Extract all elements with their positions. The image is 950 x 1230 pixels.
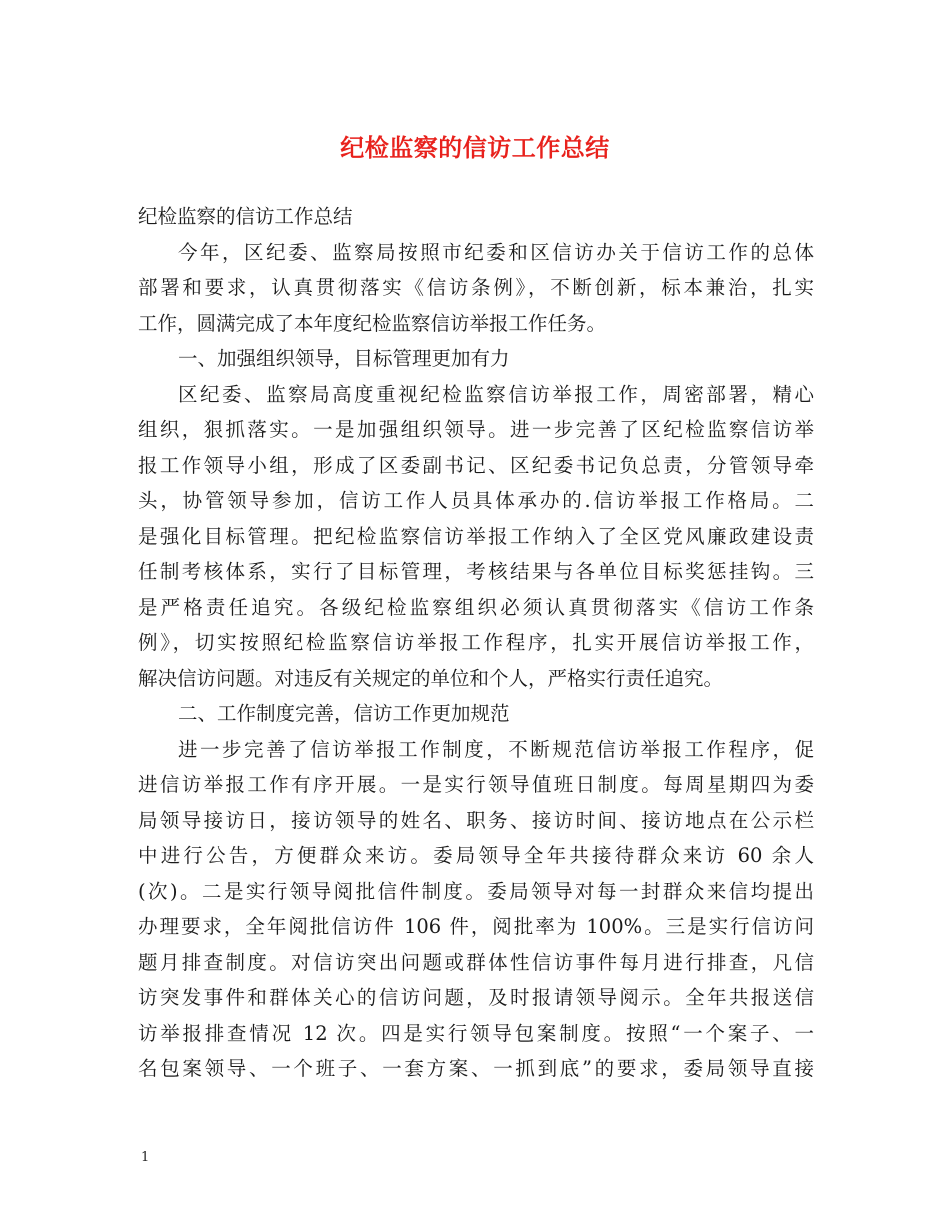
text-line: 解决信访问题。对违反有关规定的单位和个人，严格实行责任追究。 [138,666,724,690]
text-line: 部署和要求，认真贯彻落实《信访条例》，不断创新，标本兼治，扎实 [138,276,814,299]
text-line: 访突发事件和群体关心的信访问题，及时报请领导阅示。全年共报送信 [138,986,814,1009]
page-number: 1 [141,1150,150,1165]
text-line: 任制考核体系，实行了目标管理，考核结果与各单位目标奖惩挂钩。三 [138,560,814,583]
text-line: (次)。二是实行领导阅批信件制度。委局领导对每一封群众来信均提出 [138,879,814,903]
text-line: 纪检监察的信访工作总结 [138,205,353,228]
document-body [138,199,814,1087]
document-title: 纪检监察的信访工作总结 [340,134,610,162]
text-line: 进信访举报工作有序开展。一是实行领导值班日制度。每周星期四为委 [138,773,814,796]
text-line: 今年，区纪委、监察局按照市纪委和区信访办关于信访工作的总体 [178,240,814,264]
text-line: 进一步完善了信访举报工作制度，不断规范信访举报工作程序，促 [178,737,814,761]
text-line: 一、加强组织领导，目标管理更加有力 [178,347,510,370]
text-line: 中进行公告，方便群众来访。委局领导全年共接待群众来访 60 余人 [138,844,814,867]
text-line: 访举报排查情况 12 次。四是实行领导包案制度。按照“一个案子、一 [138,1021,814,1045]
text-line: 办理要求，全年阅批信访件 106 件，阅批率为 100%。三是实行信访问 [138,915,814,938]
text-line: 区纪委、监察局高度重视纪检监察信访举报工作，周密部署，精心 [178,382,814,406]
text-line: 二、工作制度完善，信访工作更加规范 [178,702,510,725]
text-line: 是严格责任追究。各级纪检监察组织必须认真贯彻落实《信访工作条 [138,595,814,619]
text-line: 工作，圆满完成了本年度纪检监察信访举报工作任务。 [138,311,607,335]
text-line: 题月排查制度。对信访突出问题或群体性信访事件每月进行排查，凡信 [138,950,814,974]
text-line: 组织，狠抓落实。一是加强组织领导。进一步完善了区纪检监察信访举 [138,418,814,441]
text-line: 局领导接访日，接访领导的姓名、职务、接访时间、接访地点在公示栏 [138,808,814,832]
text-line: 名包案领导、一个班子、一套方案、一抓到底”的要求，委局领导直接 [138,1057,814,1080]
text-line: 例》，切实按照纪检监察信访举报工作程序，扎实开展信访举报工作， [138,631,814,654]
text-line: 头，协管领导参加，信访工作人员具体承办的.信访举报工作格局。二 [138,489,814,512]
text-line: 报工作领导小组，形成了区委副书记、区纪委书记负总责，分管领导牵 [138,453,814,477]
text-line: 是强化目标管理。把纪检监察信访举报工作纳入了全区党风廉政建设责 [138,524,814,548]
